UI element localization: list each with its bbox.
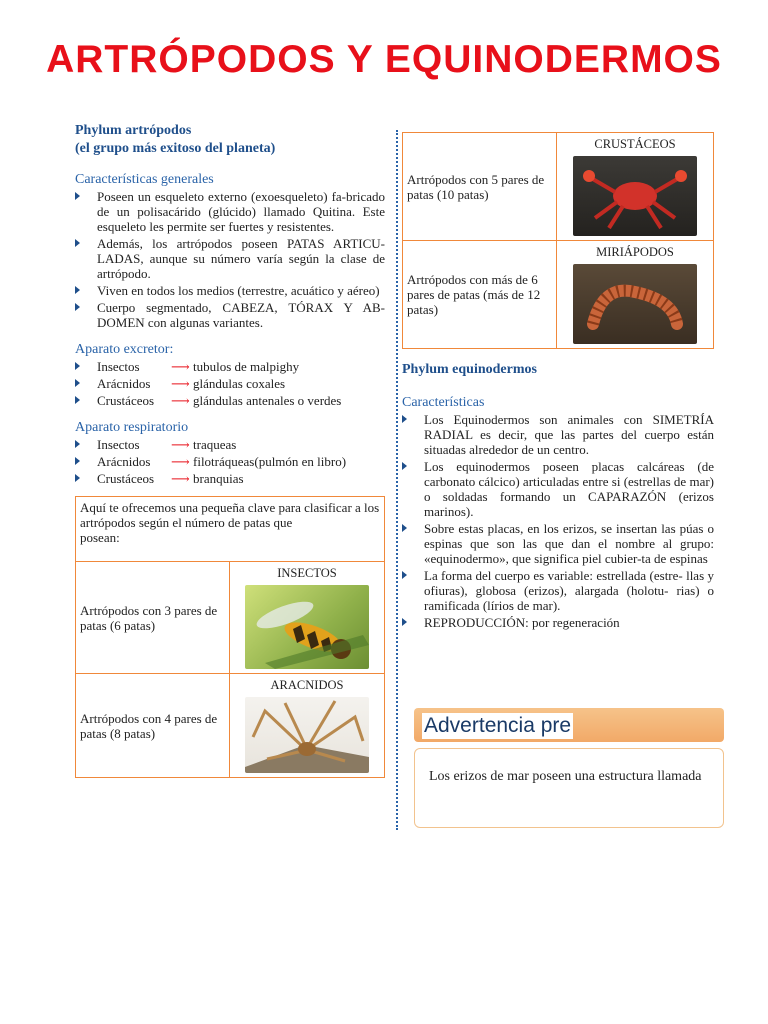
list-item xyxy=(75,236,385,281)
key-intro-text: Aquí te ofrecemos una pequeña clave para clasificar a los artrópodos según el número de patas que xyxy=(80,500,380,530)
list-item-text: La forma del cuerpo es variable: estrellada (estre- llas y ofiuras), globosa (erizos), alargada (holotu- rias) o ramificada (lírios de mar). xyxy=(424,568,714,613)
list-item-text: Cuerpo segmentado, CABEZA, TÓRAX Y AB-DOMEN con algunas variantes. xyxy=(97,300,385,330)
list-item xyxy=(402,568,714,613)
list-item xyxy=(75,359,385,374)
animal-name: Insectos xyxy=(97,437,140,452)
bullet-icon xyxy=(75,303,81,312)
warning-title: Advertencia pre xyxy=(424,714,572,737)
respiratory-heading: Aparato respiratorio xyxy=(75,420,189,435)
list-item xyxy=(75,300,385,330)
respiratory-list xyxy=(75,437,385,486)
bullet-icon xyxy=(75,286,81,295)
list-item xyxy=(402,459,714,519)
animal-name: Insectos xyxy=(97,359,140,374)
animal-name: Arácnidos xyxy=(97,454,151,469)
bullet-icon xyxy=(75,474,81,483)
key-row-text: Artrópodos con 5 pares de patas (10 patas) xyxy=(403,133,557,241)
myriapods-label: MIRIÁPODOS xyxy=(596,245,674,259)
column-divider xyxy=(396,130,398,830)
animal-name: Arácnidos xyxy=(97,376,151,391)
general-characteristics-list xyxy=(75,189,385,330)
echinoderm-characteristics-heading: Características xyxy=(402,395,485,410)
list-item-text: Los equinodermos poseen placas calcáreas (de carbonato cálcico) articuladas entre si (estrellas de mar) o soldadas formando un CAPARAZÓN (erizos marinos). xyxy=(424,459,714,519)
echinoderm-characteristics-list xyxy=(402,412,714,630)
red-arrow-icon: ⟶ xyxy=(171,393,190,408)
excretor-heading: Aparato excretor: xyxy=(75,342,174,357)
arachnids-label: ARACNIDOS xyxy=(270,678,344,692)
crustaceans-label: CRUSTÁCEOS xyxy=(594,137,676,151)
centipede-image xyxy=(573,264,697,344)
bullet-icon xyxy=(402,415,408,424)
warning-box xyxy=(414,748,724,828)
bullet-icon xyxy=(75,440,81,449)
list-item xyxy=(75,189,385,234)
key-row-text: Artrópodos con más de 6 pares de patas (más de 12 patas) xyxy=(403,241,557,349)
list-item-text: Poseen un esqueleto externo (exoesqueleto) fa-bricado de un polisacárido (glúcido) llamado Quitina. Este esqueleto les permite ser fuertes y resistentes. xyxy=(97,189,385,234)
centipede-illustration xyxy=(573,264,697,344)
general-characteristics-heading: Características generales xyxy=(75,172,214,187)
list-item xyxy=(75,393,385,408)
insect-image xyxy=(245,585,369,669)
right-column xyxy=(402,132,714,632)
bullet-icon xyxy=(75,457,81,466)
list-item xyxy=(402,521,714,566)
organ-name: traqueas xyxy=(193,437,237,452)
warning-text: Los erizos de mar poseen una estructura llamada xyxy=(429,769,702,784)
organ-name: branquias xyxy=(193,471,244,486)
list-item xyxy=(75,437,385,452)
list-item-text: REPRODUCCIÓN: por regeneración xyxy=(424,615,620,630)
echinoderms-heading: Phylum equinodermos xyxy=(402,362,537,377)
red-arrow-icon: ⟶ xyxy=(171,437,190,452)
key-row-image-cell xyxy=(230,562,385,674)
red-arrow-icon: ⟶ xyxy=(171,376,190,391)
fly-illustration xyxy=(245,585,369,669)
red-arrow-icon: ⟶ xyxy=(171,454,190,469)
arthropods-subheading: (el grupo más exitoso del planeta) xyxy=(75,141,276,156)
list-item xyxy=(402,412,714,457)
bullet-icon xyxy=(402,524,408,533)
key-row-image-cell xyxy=(230,674,385,778)
crab-image xyxy=(573,156,697,236)
crab-illustration xyxy=(573,156,697,236)
arthropods-heading: Phylum artrópodos xyxy=(75,123,192,138)
organ-name: tubulos de malpighy xyxy=(193,359,300,374)
list-item-text: Sobre estas placas, en los erizos, se insertan las púas o espinas que son las que dan el nombre al grupo: «equinodermo», que significa piel cubier-ta de espinas xyxy=(424,521,714,566)
list-item xyxy=(402,615,714,630)
list-item xyxy=(75,283,385,298)
list-item-text: Viven en todos los medios (terrestre, acuático y aéreo) xyxy=(97,283,380,298)
left-column xyxy=(75,122,385,778)
list-item xyxy=(75,471,385,486)
organ-name: glándulas coxales xyxy=(193,376,286,391)
bullet-icon xyxy=(75,239,81,248)
key-row-image-cell xyxy=(557,241,714,349)
red-arrow-icon: ⟶ xyxy=(171,471,190,486)
animal-name: Crustáceos xyxy=(97,393,155,408)
arthropod-key-table-continued xyxy=(402,132,714,349)
bullet-icon xyxy=(75,396,81,405)
key-intro-cell xyxy=(76,497,385,562)
key-row-text: Artrópodos con 4 pares de patas (8 patas) xyxy=(76,674,230,778)
list-item-text: Los Equinodermos son animales con SIMETRÍA RADIAL es decir, que las partes del cuerpo están situadas alrededor de un centro. xyxy=(424,412,714,457)
bullet-icon xyxy=(402,571,408,580)
organ-name: glándulas antenales o verdes xyxy=(193,393,342,408)
insects-label: INSECTOS xyxy=(277,566,337,580)
bullet-icon xyxy=(75,362,81,371)
page-title: ARTRÓPODOS Y EQUINODERMOS xyxy=(46,38,722,81)
animal-name: Crustáceos xyxy=(97,471,155,486)
excretor-list xyxy=(75,359,385,408)
bullet-icon xyxy=(402,618,408,627)
bullet-icon xyxy=(75,192,81,201)
list-item xyxy=(75,454,385,469)
bullet-icon xyxy=(75,379,81,388)
arthropod-key-table xyxy=(75,496,385,778)
key-row-text: Artrópodos con 3 pares de patas (6 patas) xyxy=(76,562,230,674)
red-arrow-icon: ⟶ xyxy=(171,359,190,374)
spider-illustration xyxy=(245,697,369,773)
organ-name: filotráqueas(pulmón en libro) xyxy=(193,454,347,469)
spider-image xyxy=(245,697,369,773)
key-intro-text-2: posean: xyxy=(80,530,120,545)
list-item xyxy=(75,376,385,391)
key-row-image-cell xyxy=(557,133,714,241)
bullet-icon xyxy=(402,462,408,471)
list-item-text: Además, los artrópodos poseen PATAS ARTICU- LADAS, aunque su número varía según la clase de artrópodo. xyxy=(97,236,385,281)
